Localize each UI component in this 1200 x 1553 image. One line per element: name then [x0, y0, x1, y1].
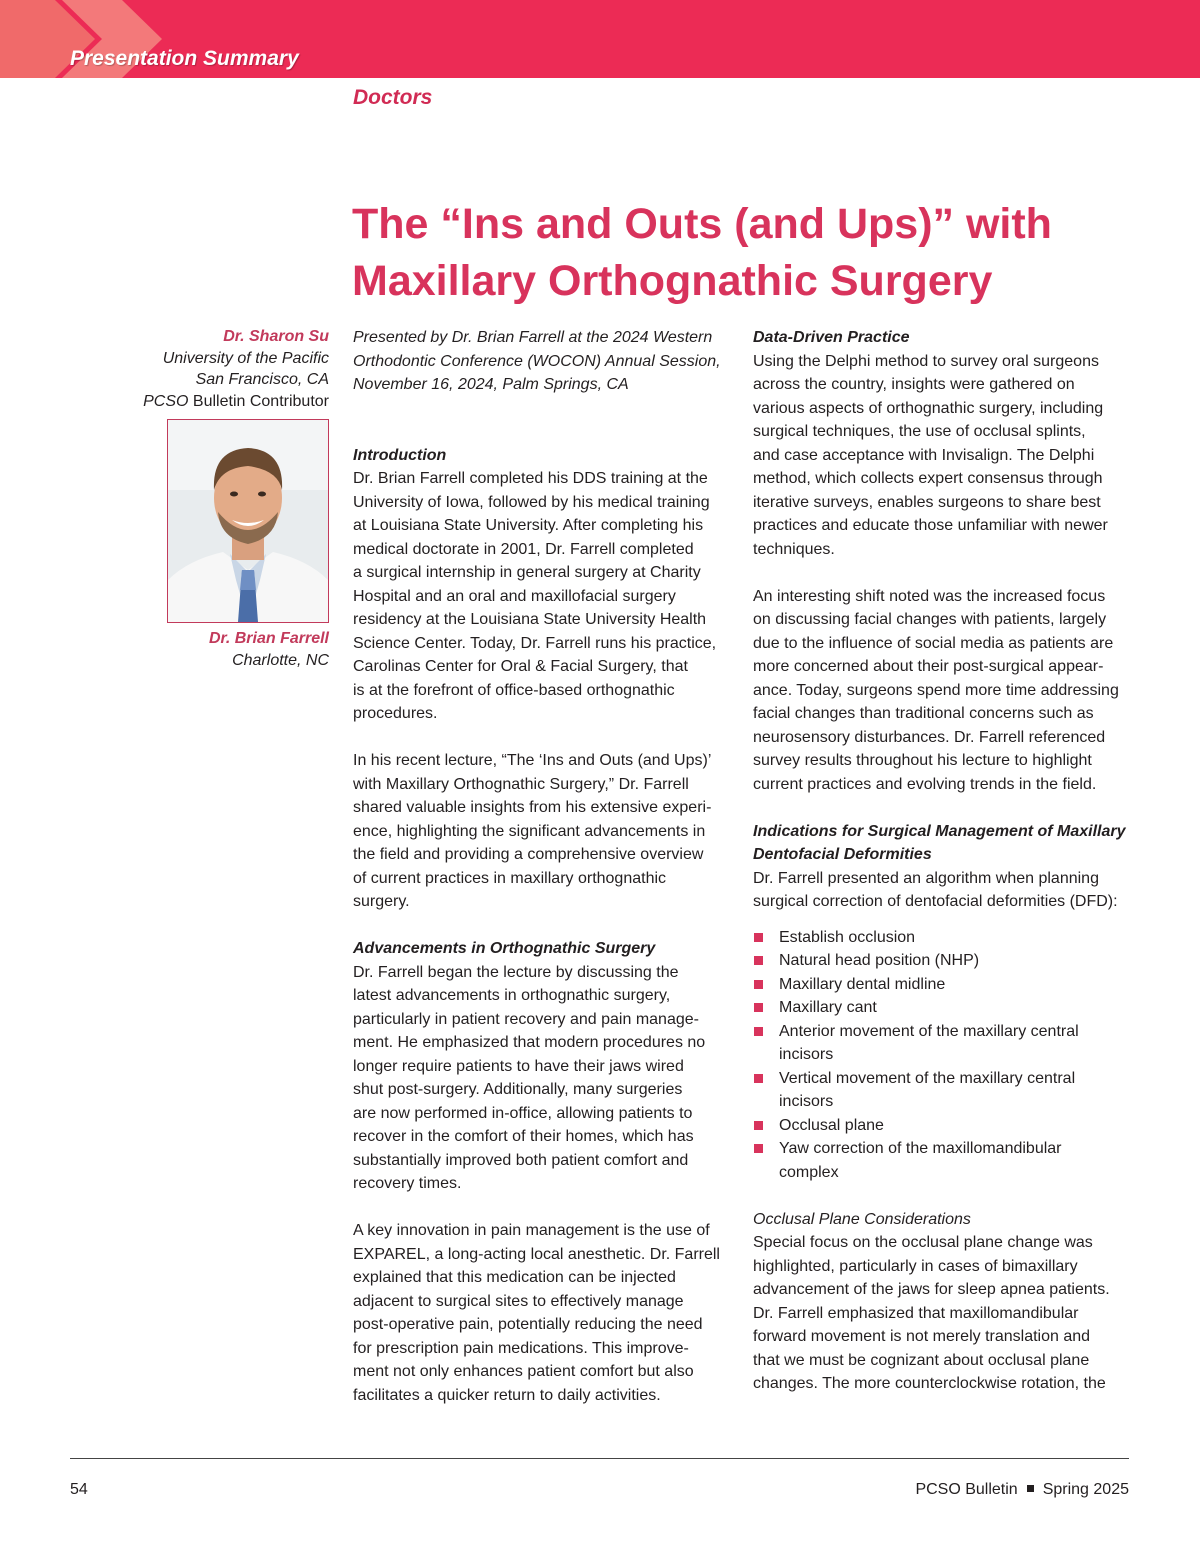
indications-heading-line-1: Indications for Surgical Management of Maxillary [753, 822, 1126, 840]
square-separator-icon [1027, 1485, 1034, 1492]
paragraph-line: procedures. [353, 705, 438, 722]
paragraph-line: EXPAREL, a long-acting local anesthetic. Dr. Farrell [353, 1245, 720, 1263]
paragraph-line: surgical correction of dentofacial deformities (DFD): [753, 893, 1118, 910]
paragraph-line: Dr. Farrell emphasized that maxillomandibular [753, 1304, 1079, 1322]
paragraph-line: ance. Today, surgeons spend more time addressing [753, 681, 1119, 699]
paragraph-line: neurosensory disturbances. Dr. Farrell referenced [753, 728, 1106, 746]
intro-note-line: November 16, 2024, Palm Springs, CA [353, 376, 629, 393]
paragraph-line: various aspects of orthognathic surgery, including [753, 399, 1104, 417]
footer-publication [915, 1481, 1129, 1499]
column-1 [353, 326, 725, 1407]
paragraph-line: survey results throughout his lecture to highlight [753, 752, 1092, 769]
paragraph-line: practices and educate those unfamiliar with newer [753, 517, 1108, 534]
dfd-algorithm-list [753, 926, 1133, 1185]
list-item: Maxillary cant [753, 996, 1133, 1020]
paragraph-line: forward movement is not merely translation and [753, 1328, 1091, 1345]
paragraph-line: University of Iowa, followed by his medical training [353, 493, 710, 511]
paragraph-line: ment. He emphasized that modern procedures no [353, 1034, 706, 1051]
paragraph-line: and case acceptance with Invisalign. The Delphi [753, 446, 1095, 464]
paragraph-line: explained that this medication can be injected [353, 1269, 676, 1286]
header-banner [0, 0, 1200, 78]
intro-note-line: Presented by Dr. Brian Farrell at the 2024 Western [353, 329, 713, 346]
paragraph-line: of current practices in maxillary orthognathic [353, 869, 667, 887]
paragraph-line: a surgical internship in general surgery at Charity [353, 564, 701, 581]
paragraph-line: advancement of the jaws for sleep apnea patients. [753, 1281, 1110, 1298]
author-role [120, 391, 329, 413]
list-item: Yaw correction of the maxillomandibular complex [753, 1137, 1133, 1184]
presenter-info [120, 628, 329, 672]
author-info [120, 326, 329, 412]
presenter-photo [167, 419, 329, 623]
paragraph-line: on discussing facial changes with patients, largely [753, 611, 1107, 628]
paragraph-line: facial changes than traditional concerns such as [753, 705, 1094, 722]
author-location: San Francisco, CA [195, 371, 329, 388]
publication-name: PCSO Bulletin [915, 1481, 1018, 1498]
paragraph-line: medical doctorate in 2001, Dr. Farrell completed [353, 540, 694, 558]
introduction-heading: Introduction [353, 446, 447, 464]
paragraph-line: Dr. Brian Farrell completed his DDS training at the [353, 470, 708, 487]
paragraph-line: latest advancements in orthognathic surgery, [353, 987, 671, 1004]
presenter-name: Dr. Brian Farrell [208, 630, 329, 647]
paragraph-line: surgical techniques, the use of occlusal splints, [753, 423, 1086, 440]
paragraph-line: techniques. [753, 540, 835, 558]
paragraph-line: Dr. Farrell began the lecture by discussing the [353, 963, 679, 981]
data-driven-heading: Data-Driven Practice [753, 329, 910, 346]
author-name: Dr. Sharon Su [223, 328, 329, 345]
list-item: Anterior movement of the maxillary central incisors [753, 1020, 1133, 1067]
presenter-location: Charlotte, NC [232, 652, 329, 669]
paragraph-line: iterative surveys, enables surgeons to share best [753, 493, 1101, 511]
paragraph-line: Dr. Farrell presented an algorithm when planning [753, 869, 1099, 887]
paragraph-line: Special focus on the occlusal plane change was [753, 1234, 1093, 1251]
banner-label: Presentation Summary [70, 47, 299, 70]
list-item: Vertical movement of the maxillary central incisors [753, 1067, 1133, 1114]
paragraph-line: ment not only enhances patient comfort but also [353, 1363, 694, 1380]
paragraph-line: residency at the Louisiana State University Health [353, 611, 707, 628]
paragraph-line: for prescription pain medications. This improve- [353, 1339, 689, 1357]
list-item: Occlusal plane [753, 1114, 1133, 1138]
paragraph-line: more concerned about their post-surgical appear- [753, 658, 1104, 675]
paragraph-line: is at the forefront of office-based orthognathic [353, 681, 675, 699]
paragraph-line: at Louisiana State University. After completing his [353, 517, 704, 534]
title-line-1: The “Ins and Outs (and Ups)” with [352, 200, 1052, 248]
paragraph-line: Using the Delphi method to survey oral surgeons [753, 352, 1099, 370]
paragraph-line: method, which collects expert consensus through [753, 470, 1103, 487]
paragraph-line: adjacent to surgical sites to effectively manage [353, 1292, 684, 1310]
section-tag: Doctors [353, 86, 433, 109]
paragraph-line: A key innovation in pain management is the use of [353, 1222, 710, 1239]
paragraph-line: facilitates a quicker return to daily activities. [353, 1386, 661, 1404]
paragraph-line: the field and providing a comprehensive overview [353, 846, 704, 863]
paragraph-line: current practices and evolving trends in the field. [753, 775, 1097, 793]
author-role-suffix: Bulletin Contributor [192, 392, 329, 410]
list-item: Natural head position (NHP) [753, 949, 1133, 973]
paragraph-line: recovery times. [353, 1175, 462, 1192]
list-item: Maxillary dental midline [753, 973, 1133, 997]
issue-label: Spring 2025 [1042, 1481, 1129, 1498]
paragraph-line: changes. The more counterclockwise rotation, the [753, 1375, 1106, 1392]
article-title [352, 196, 1152, 310]
paragraph-line: across the country, insights were gathered on [753, 376, 1075, 393]
paragraph-line: highlighted, particularly in cases of bimaxillary [753, 1257, 1078, 1275]
paragraph-line: particularly in patient recovery and pain manage- [353, 1010, 699, 1028]
paragraph-line: recover in the comfort of their homes, which has [353, 1128, 694, 1145]
paragraph-line: surgery. [353, 893, 410, 910]
paragraph-line: with Maxillary Orthognathic Surgery,” Dr. Farrell [353, 775, 689, 793]
advancements-heading: Advancements in Orthognathic Surgery [353, 940, 656, 957]
column-2 [753, 326, 1133, 1396]
paragraph-line: In his recent lecture, “The ‘Ins and Outs (and Ups)’ [353, 752, 712, 769]
paragraph-line: shut post-surgery. Additionally, many surgeries [353, 1081, 683, 1098]
footer-divider [70, 1458, 1129, 1459]
author-affiliation: University of the Pacific [162, 349, 329, 367]
occlusal-plane-heading: Occlusal Plane Considerations [753, 1210, 971, 1228]
paragraph-line: Carolinas Center for Oral & Facial Surgery, that [353, 658, 688, 675]
paragraph-line: are now performed in-office, allowing patients to [353, 1104, 693, 1122]
paragraph-line: due to the influence of social media as patients are [753, 634, 1114, 652]
paragraph-line: post-operative pain, potentially reducing the need [353, 1316, 703, 1333]
author-role-prefix: PCSO [143, 392, 189, 410]
paragraph-line: longer require patients to have their jaws wired [353, 1057, 684, 1075]
title-line-2: Maxillary Orthognathic Surgery [352, 257, 993, 305]
indications-heading-line-2: Dentofacial Deformities [753, 846, 932, 863]
list-item: Establish occlusion [753, 926, 1133, 950]
intro-note-line: Orthodontic Conference (WOCON) Annual Session, [353, 352, 721, 370]
paragraph-line: ence, highlighting the significant advancements in [353, 822, 706, 840]
paragraph-line: shared valuable insights from his extensive experi- [353, 799, 712, 816]
paragraph-line: substantially improved both patient comfort and [353, 1151, 689, 1169]
paragraph-line: that we must be cognizant about occlusal plane [753, 1351, 1090, 1369]
paragraph-line: Hospital and an oral and maxillofacial surgery [353, 587, 676, 605]
page-number: 54 [70, 1481, 88, 1498]
paragraph-line: An interesting shift noted was the increased focus [753, 587, 1106, 605]
paragraph-line: Science Center. Today, Dr. Farrell runs his practice, [353, 634, 717, 652]
